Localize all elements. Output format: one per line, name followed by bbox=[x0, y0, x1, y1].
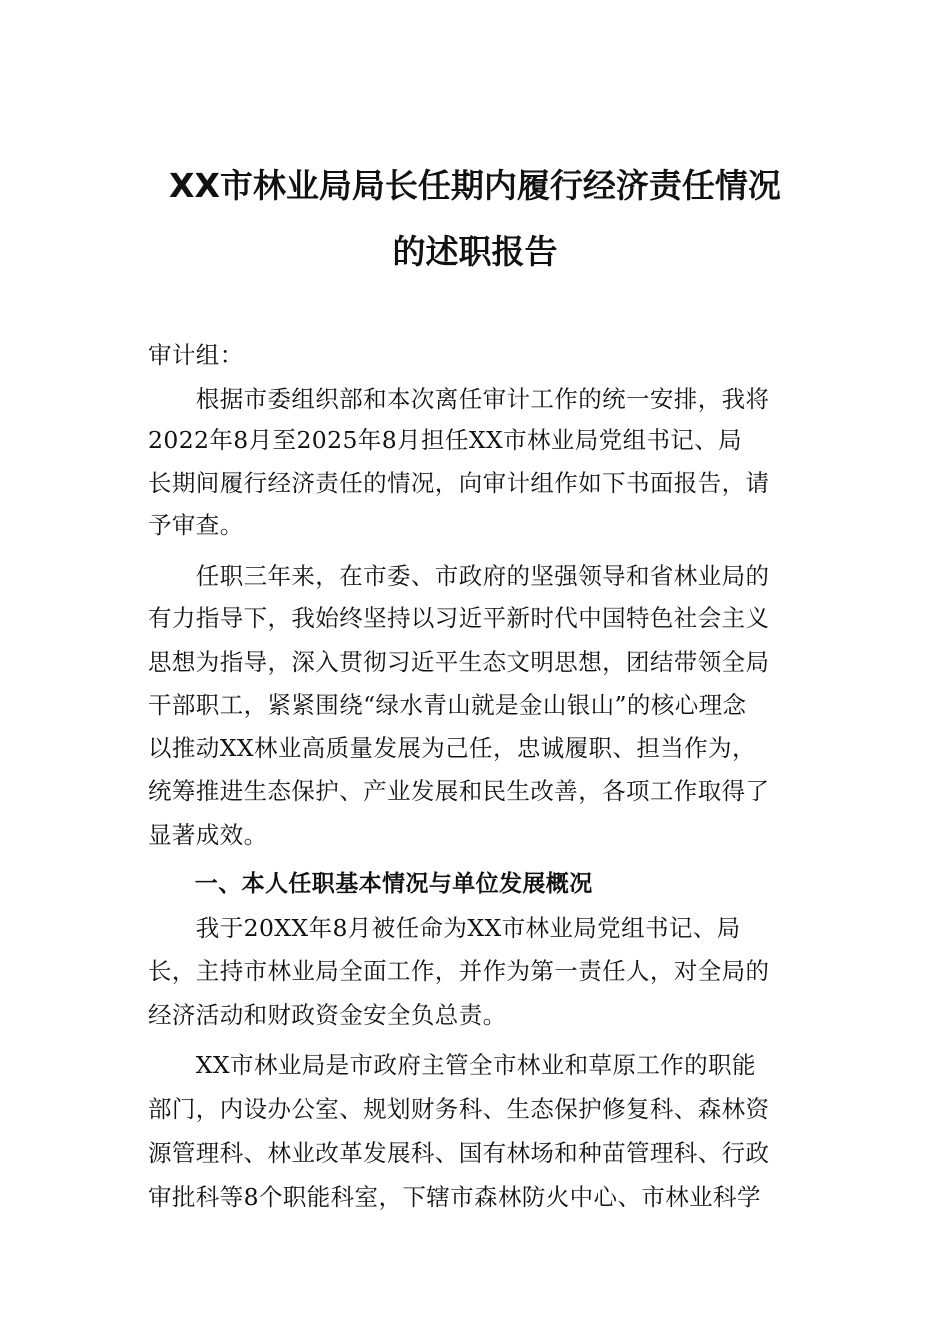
body-line: 予审查。 bbox=[148, 511, 244, 539]
body-line: 审批科等8个职能科室，下辖市森林防火中心、市林业科学 bbox=[148, 1183, 761, 1211]
body-line: 显著成效。 bbox=[148, 821, 268, 849]
section-heading-1: 一、本人任职基本情况与单位发展概况 bbox=[148, 871, 593, 897]
body-line: 2022年8月至2025年8月担任XX市林业局党组书记、局 bbox=[148, 426, 743, 454]
body-line: 我于20XX年8月被任命为XX市林业局党组书记、局 bbox=[148, 914, 741, 942]
body-line: 以推动XX林业高质量发展为己任，忠诚履职、担当作为， bbox=[148, 734, 756, 762]
body-line: 有力指导下，我始终坚持以习近平新时代中国特色社会主义 bbox=[148, 604, 770, 632]
body-line: 任职三年来，在市委、市政府的坚强领导和省林业局的 bbox=[148, 562, 770, 590]
body-line: 长期间履行经济责任的情况，向审计组作如下书面报告，请 bbox=[148, 469, 770, 497]
body-line: 根据市委组织部和本次离任审计工作的统一安排，我将 bbox=[148, 385, 770, 413]
body-line: 统筹推进生态保护、产业发展和民生改善，各项工作取得了 bbox=[148, 777, 770, 805]
body-line: 部门，内设办公室、规划财务科、生态保护修复科、森林资 bbox=[148, 1095, 770, 1123]
salutation: 审计组： bbox=[148, 341, 244, 369]
body-line: 干部职工，紧紧围绕“绿水青山就是金山银山”的核心理念 bbox=[148, 691, 747, 719]
body-line: 长，主持市林业局全面工作，并作为第一责任人，对全局的 bbox=[148, 957, 770, 985]
document-title-line-2: 的述职报告 bbox=[392, 232, 558, 271]
body-line: XX市林业局是市政府主管全市林业和草原工作的职能 bbox=[148, 1051, 756, 1079]
document-title-line-1: XX市林业局局长任期内履行经济责任情况 bbox=[169, 166, 781, 205]
body-line: 源管理科、林业改革发展科、国有林场和种苗管理科、行政 bbox=[148, 1139, 770, 1167]
body-line: 经济活动和财政资金安全负总责。 bbox=[148, 1001, 507, 1029]
body-line: 思想为指导，深入贯彻习近平生态文明思想，团结带领全局 bbox=[148, 648, 770, 676]
